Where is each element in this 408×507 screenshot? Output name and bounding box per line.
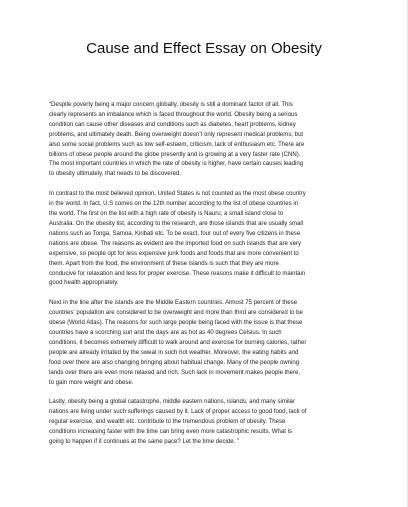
text-line: obese (World Atlas). The reasons for such large people being faced with the issue is that these — [49, 320, 303, 327]
text-line: regular exercise, and wealth etc. contribute to the tremendous problem of obesity. These — [49, 419, 286, 426]
essay-body — [49, 101, 369, 458]
paragraph-3 — [49, 299, 369, 388]
text-line: going to happen if it continues at the same pace? Let the time decide. ” — [49, 439, 239, 446]
text-line: Lastly, obesity being a global catastrophe, middle eastern nations, islands, and many similar — [49, 399, 295, 406]
text-line: In contrast to the most believed opinion, United States is not counted as the most obese country — [49, 191, 306, 198]
text-line: the world. The first on the list with a high rate of obesity is Nauru; a small island close to — [49, 211, 284, 218]
text-line: condition can cause other diseases and conditions such as diabetes, heart problems, kidney — [49, 121, 296, 128]
paragraph-1 — [49, 101, 369, 180]
page-title: Cause and Effect Essay on Obesity — [86, 40, 322, 57]
text-line: clearly represents an imbalance which is faced throughout the world. Obesity being a serious — [49, 111, 298, 118]
text-line: The most important countries in which the rate of obesity is higher, have certain causes leading — [49, 161, 304, 168]
text-line: conducive for relaxation and less for proper exercise. These reasons make it difficult to maintain — [49, 270, 306, 277]
text-line: billions of obese people around the globe presently and is growing at a very faster rate (CNN). — [49, 151, 301, 158]
text-line: countries’ population are considered to be overweight and more than third are considered to be — [49, 310, 303, 317]
paragraph-4 — [49, 398, 369, 448]
text-line: problems, and ultimately death. Being overweight doesn’t only represent medical problems, but — [49, 131, 304, 138]
text-line: conditions increasing faster with the time can bring even more catastrophic results. What is — [49, 429, 292, 436]
text-line: food over there are also changing bringing about habitual change. Many of the people owning — [49, 359, 300, 366]
text-line: to gain more weight and obese. — [49, 379, 134, 386]
text-line: Australia. On the obesity list, according to the research, are those islands that are usually small — [49, 220, 304, 227]
text-line: countries have a scorching sun and the days are as hot as 40 degrees Celsius. In such — [49, 330, 282, 337]
text-line: nations such as Tonga, Samoa, Kiribati etc. To be exact, four out of every five citizens in these — [49, 230, 301, 237]
text-line: also some social problems such as low self-esteem, criticism, lack of enthusiasm etc. There are — [49, 141, 305, 148]
text-line: to obesity ultimately, that needs to be discovered. — [49, 171, 181, 178]
text-line: in the world. In fact, U.S comes on the 12th number according to the list of obese countries in — [49, 201, 299, 208]
text-line: conditions, it becomes extremely difficult to walk around and exercise for burning calories, rather — [49, 339, 307, 346]
text-line: expensive, so people opt for less expensive junk foods and foods that are more convenient to — [49, 250, 299, 257]
text-line: nations are obese. The reasons as evident are the imported food on such islands that are very — [49, 240, 301, 247]
text-line: Next in the line after the islands are the Middle Eastern countries. Almost 75 percent of these — [49, 300, 298, 307]
text-line: lands over there are even more relaxed and rich. Such lack in movement makes people there, — [49, 369, 301, 376]
paragraph-2 — [49, 190, 369, 289]
text-line: nations are living under such sufferings caused by it. Lack of proper access to good food, lack of — [49, 409, 307, 416]
text-line: “Despite poverty being a major concern globally, obesity is still a dominant factor of all. This — [49, 102, 293, 108]
text-line: them. Apart from the food, the environment of these islands is such that they are more — [49, 260, 279, 267]
text-line: good health appropriately. — [49, 280, 119, 287]
text-line: people are already irritated by the sweat in such hot weather. Moreover, the eating habits and — [49, 349, 299, 356]
